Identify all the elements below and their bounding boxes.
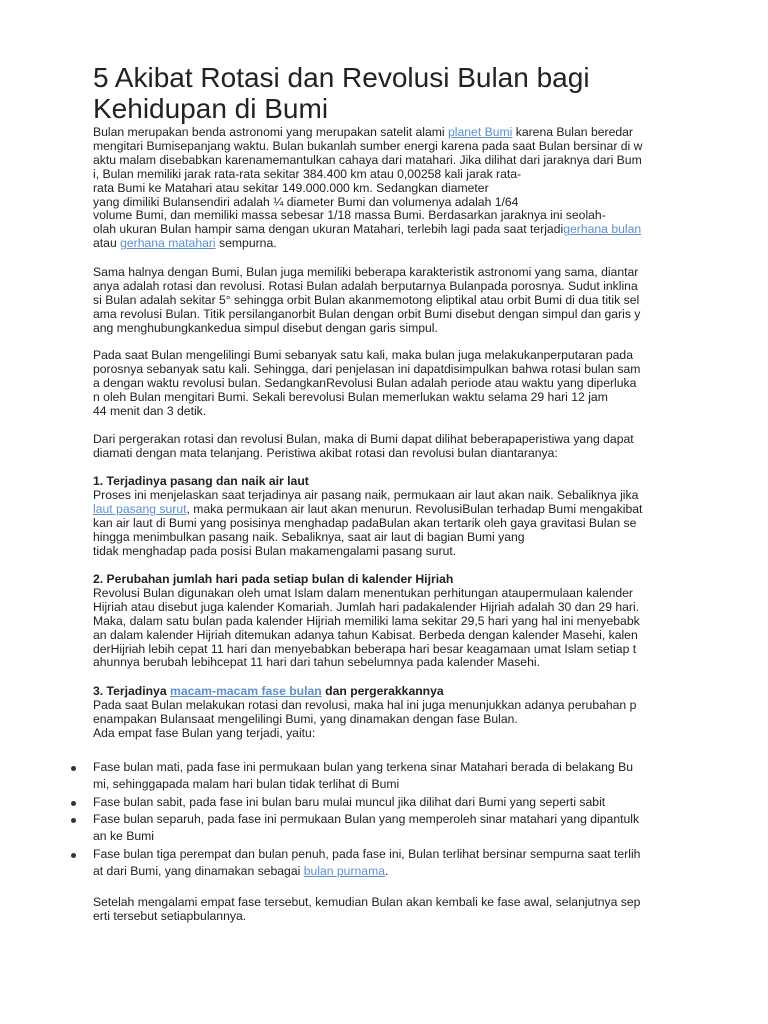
intro-line: mengitari Bumisepanjang waktu. Bulan bukanlah sumber energi karena pada saat Bulan bersinar di w xyxy=(93,138,643,153)
paragraph-karakteristik xyxy=(93,266,683,336)
intro-text: atau xyxy=(93,236,121,251)
section-text: , maka permukaan air laut akan menurun. RevolusiBulan terhadap Bumi mengakibat xyxy=(186,501,643,516)
section-line: derHijriah lebih cepat 11 hari dan menyebabkan beberapa hari besar keagamaan umat Islam setiap t xyxy=(93,641,637,656)
section-line: Ada empat fase Bulan yang terjadi, yaitu: xyxy=(93,725,316,740)
section-line: tidak menghadap pada posisi Bulan makamengalami pasang surut. xyxy=(93,543,457,558)
paragraph-line: ang menghubungkankedua simpul disebut dengan garis simpul. xyxy=(93,320,438,335)
bullet-icon xyxy=(71,818,76,823)
title-line-1: 5 Akibat Rotasi dan Revolusi Bulan bagi xyxy=(93,62,590,93)
intro-text: Bulan merupakan benda astronomi yang merupakan satelit alami xyxy=(93,125,448,139)
intro-text: sempurna. xyxy=(215,236,277,251)
list-item-line: an ke Bumi xyxy=(93,828,154,843)
paragraph-revolusi xyxy=(93,349,683,419)
page-title xyxy=(93,62,733,124)
link-gerhana-matahari[interactable]: gerhana matahari xyxy=(120,236,216,251)
intro-line: i, Bulan memiliki jarak rata-rata sekitar 384.400 km atau 0,00258 kali jarak rata- xyxy=(93,166,522,181)
list-item xyxy=(93,813,683,844)
section-pasang-naik xyxy=(93,475,683,558)
list-item xyxy=(93,848,683,879)
list-item-line: Fase bulan separuh, pada fase ini permukaan Bulan yang memperoleh sinar matahari yang dipantulk xyxy=(93,812,640,826)
section-kalender-hijriah xyxy=(93,573,683,670)
paragraph-peristiwa xyxy=(93,433,683,461)
paragraph-line: diamati dengan mata telanjang. Peristiwa akibat rotasi dan revolusi bulan diantaranya: xyxy=(93,445,558,460)
paragraph-line: Setelah mengalami empat fase tersebut, kemudian Bulan akan kembali ke fase awal, selanjutnya sep xyxy=(93,895,641,909)
link-planet-bumi[interactable]: planet Bumi xyxy=(448,125,513,139)
paragraph-line: 44 menit dan 3 detik. xyxy=(93,403,207,418)
section-line: kan air laut di Bumi yang posisinya menghadap padaBulan akan tertarik oleh gaya gravitasi Bulan se xyxy=(93,515,637,530)
bullet-icon xyxy=(71,853,76,858)
section-line: Proses ini menjelaskan saat terjadinya air pasang naik, permukaan air laut akan naik. Sebaliknya jika xyxy=(93,487,639,502)
bullet-icon xyxy=(71,801,76,806)
list-item-line: Fase bulan tiga perempat dan bulan penuh, pada fase ini, Bulan terlihat bersinar sempurna saat terlih xyxy=(93,847,641,861)
section-heading: 2. Perubahan jumlah hari pada setiap bulan di kalender Hijriah xyxy=(93,572,454,586)
paragraph-line: ama revolusi Bulan. Titik persilanganorbit Bulan dengan orbit Bumi disebut dengan simpul dan garis y xyxy=(93,306,641,321)
section-heading: 1. Terjadinya pasang dan naik air laut xyxy=(93,474,309,488)
link-laut-pasang-surut[interactable]: laut pasang surut xyxy=(93,501,187,516)
section-line: enampakan Bulansaat mengelilingi Bumi, yang dinamakan dengan fase Bulan. xyxy=(93,711,518,726)
section-fase-bulan xyxy=(93,685,683,741)
section-line: Revolusi Bulan digunakan oleh umat Islam dalam menentukan perhitungan ataupermulaan kalender xyxy=(93,585,633,600)
paragraph-line: Dari pergerakan rotasi dan revolusi Bulan, maka di Bumi dapat dilihat beberapaperistiwa yang dapat xyxy=(93,432,634,446)
paragraph-penutup xyxy=(93,896,683,924)
intro-text: karena Bulan beredar xyxy=(512,125,633,139)
section-line: hingga menimbulkan pasang naik. Sebaliknya, saat air laut di bagian Bumi yang xyxy=(93,529,525,544)
section-line: Pada saat Bulan melakukan rotasi dan revolusi, maka hal ini juga menunjukkan adanya perubahan p xyxy=(93,697,637,712)
section-heading: dan pergerakkannya xyxy=(321,684,444,698)
section-line: Maka, dalam satu bulan pada kalender Hijriah memiliki lama sekitar 29,5 hari yang hal ini menyebabk xyxy=(93,613,640,628)
link-bulan-purnama[interactable]: bulan purnama xyxy=(303,863,386,878)
paragraph-line: a dengan waktu revolusi bulan. SedangkanRevolusi Bulan adalah periode atau waktu yang diperluka xyxy=(93,375,637,390)
paragraph-line: porosnya sebanyak satu kali. Sehingga, dari penjelasan ini dapatdisimpulkan bahwa rotasi bulan sam xyxy=(93,361,641,376)
link-gerhana-bulan[interactable]: gerhana bulan xyxy=(563,222,642,237)
list-item-line: mi, sehinggapada malam hari bulan tidak terlihat di Bumi xyxy=(93,776,400,791)
paragraph-line: erti tersebut setiapbulannya. xyxy=(93,908,247,923)
intro-line: yang dimiliki Bulansendiri adalah ¼ diameter Bumi dan volumenya adalah 1/64 xyxy=(93,194,519,209)
intro-paragraph xyxy=(93,126,683,251)
list-item xyxy=(93,761,683,792)
list-item-line: Fase bulan sabit, pada fase ini bulan baru mulai muncul jika dilihat dari Bumi yang seperti sabit xyxy=(93,795,606,809)
list-item-text: at dari Bumi, yang dinamakan sebagai xyxy=(93,863,304,878)
intro-text: olah ukuran Bulan hampir sama dengan ukuran Matahari, terlebih lagi pada saat terjadi xyxy=(93,222,564,237)
section-heading: 3. Terjadinya xyxy=(93,684,170,698)
list-item xyxy=(93,796,683,810)
intro-line: rata Bumi ke Matahari atau sekitar 149.000.000 km. Sedangkan diameter xyxy=(93,180,489,195)
paragraph-line: Pada saat Bulan mengelilingi Bumi sebanyak satu kali, maka bulan juga melakukanperputaran pada xyxy=(93,348,633,362)
intro-line: aktu malam disebabkan karenamemantulkan cahaya dari matahari. Jika dilihat dari jaraknya dari Bum xyxy=(93,152,642,167)
paragraph-line: n oleh Bulan mengitari Bumi. Sekali berevolusi Bulan memerlukan waktu selama 29 hari 12 jam xyxy=(93,389,608,404)
intro-line: volume Bumi, dan memiliki massa sebesar 1/18 massa Bumi. Berdasarkan jaraknya ini seolah- xyxy=(93,208,606,223)
section-line: Hijriah atau disebut juga kalender Komariah. Jumlah hari padakalender Hijriah adalah 30 dan 29 hari. xyxy=(93,599,640,614)
paragraph-line: anya adalah rotasi dan revolusi. Rotasi Bulan adalah berputarnya Bulanpada porosnya. Sudut inklina xyxy=(93,278,638,293)
list-item-text: . xyxy=(385,863,389,878)
paragraph-line: Sama halnya dengan Bumi, Bulan juga memiliki beberapa karakteristik astronomi yang sama, diantar xyxy=(93,265,639,279)
list-item-line: Fase bulan mati, pada fase ini permukaan bulan yang terkena sinar Matahari berada di belakang Bu xyxy=(93,760,633,774)
section-line: an dalam kalender Hijriah ditemukan adanya tahun Kabisat. Berbeda dengan kalender Masehi, kalen xyxy=(93,627,638,642)
paragraph-line: si Bulan adalah sekitar 5° sehingga orbit Bulan akanmemotong eliptikal atau orbit Bumi di dua titik sel xyxy=(93,292,640,307)
title-line-2: Kehidupan di Bumi xyxy=(93,93,329,124)
bullet-icon xyxy=(71,766,76,771)
section-line: ahunnya berubah lebihcepat 11 hari dari tahun sebelumnya pada kalender Masehi. xyxy=(93,655,540,670)
link-macam-fase-bulan[interactable]: macam-macam fase bulan xyxy=(170,684,322,698)
